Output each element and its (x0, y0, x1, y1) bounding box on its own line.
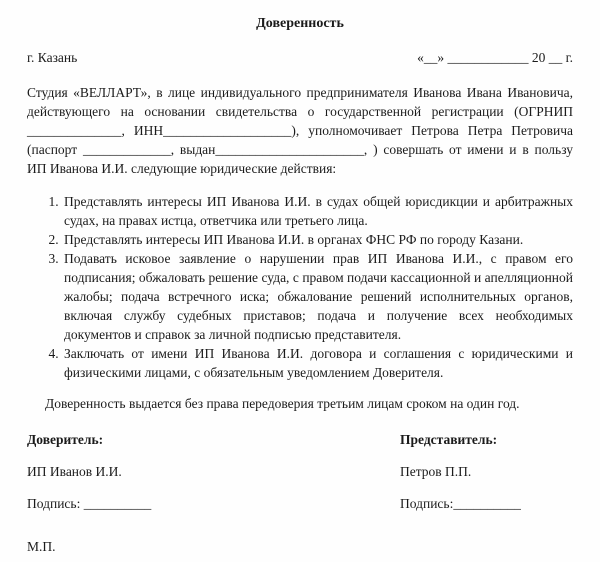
action-item-1: 1. Представлять интересы ИП Иванова И.И. в судах общей юрисдикции и арбитражных судах, на правах истца, ответчика или третьего лица. (62, 192, 573, 230)
signature-block (27, 430, 573, 526)
representative-signature-line: Подпись:__________ (400, 496, 521, 511)
principal-column (27, 430, 400, 526)
principal-signature-line: Подпись: __________ (27, 496, 152, 511)
header-row (27, 48, 573, 67)
term-clause: Доверенность выдается без права передоверия третьим лицам сроком на один год. (45, 396, 520, 411)
action-item-3: 3. Подавать исковое заявление о нарушении прав ИП Иванова И.И., с правом его подписания; обжаловать решение суда, с правом подачи кассационной и апелляционной жалобы; подача встречного иска; обжалование решений исполнительных органов, включая службу судебных приставов; подача и получение всех необходимых документов и справок за личной подписью представителя. (62, 249, 573, 344)
action-item-2: 2. Представлять интересы ИП Иванова И.И. в органах ФНС РФ по городу Казани. (62, 230, 573, 249)
date-blank-line: «__» ____________ 20 __ г. (417, 50, 573, 65)
representative-role-label: Представитель: (400, 432, 498, 447)
document-title: Доверенность (256, 16, 344, 31)
intro-paragraph: Студия «ВЕЛЛАРТ», в лице индивидуального предпринимателя Иванова Ивана Ивановича, действующего на основании свидетельства о государственной регистрации (ОГРНИП ______________, ИНН___________________), уполномочивает Петрова Петра Петровича (паспорт _____________, выдан______________________, ) совершать от имени и в пользу ИП Иванова И.И. следующие юридические действия: (27, 85, 573, 176)
representative-name: Петров П.П. (400, 464, 472, 479)
actions-list (27, 192, 573, 382)
principal-name: ИП Иванов И.И. (27, 464, 122, 479)
city-label: г. Казань (27, 50, 78, 65)
action-item-4: 4. Заключать от имени ИП Иванова И.И. договора и соглашения с юридическими и физическими лицами, с обязательным уведомлением Доверителя. (62, 344, 573, 382)
seal-mark: М.П. (27, 539, 56, 554)
representative-column (400, 430, 573, 526)
principal-role-label: Доверитель: (27, 432, 104, 447)
